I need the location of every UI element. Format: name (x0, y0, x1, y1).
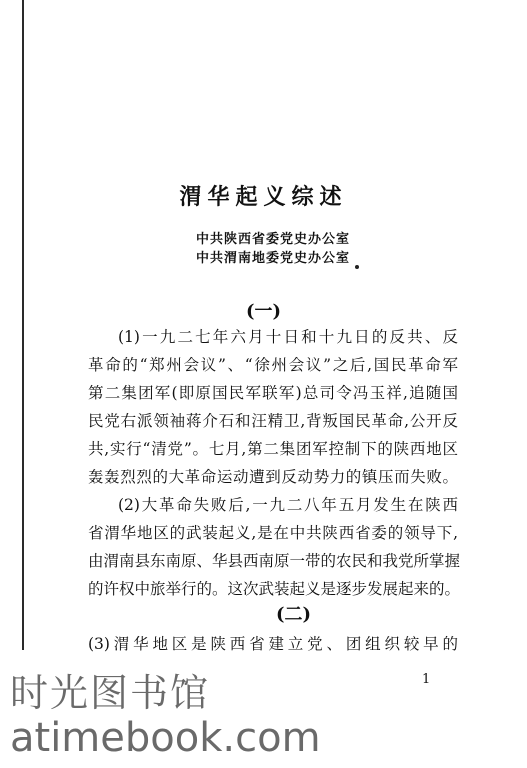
paragraph-1-line-3: 第二集团军(即原国民军联军)总司令冯玉祥,追随国 (88, 384, 458, 402)
paragraph-3-line-1: (3)渭华地区是陕西省建立党、团组织较早的 (88, 635, 458, 653)
paragraph-2-line-3: 由渭南县东南原、华县西南原一带的农民和我党所掌握 (88, 552, 461, 570)
paragraph-2-line-2: 省渭华地区的武装起义,是在中共陕西省委的领导下, (88, 524, 458, 542)
paragraph-2-line-4: 的许权中旅举行的。这次武装起义是逐步发展起来的。 (88, 580, 461, 598)
section-heading-2: (二) (275, 604, 312, 625)
paragraph-1-line-1: (1)一九二七年六月十日和十九日的反共、反 (118, 328, 458, 346)
ink-dot (355, 265, 359, 269)
section-heading-1: (一) (245, 301, 282, 322)
paragraph-1-line-6: 轰轰烈烈的大革命运动遭到反动势力的镇压而失败。 (88, 468, 458, 486)
article-title: 渭华起义综述 (179, 184, 348, 210)
watermark-site-name: 时光图书馆 (10, 671, 211, 715)
author-line-2: 中共渭南地委党史办公室 (196, 251, 351, 266)
page-number: 1 (422, 672, 431, 687)
watermark-site-url: atimebook.com (10, 715, 321, 761)
paragraph-1-line-5: 共,实行“清党”。七月,第二集团军控制下的陕西地区 (88, 440, 458, 458)
page-edge (22, 0, 24, 650)
paragraph-1-line-4: 民党右派领袖蒋介石和汪精卫,背叛国民革命,公开反 (88, 412, 458, 430)
author-line-1: 中共陕西省委党史办公室 (196, 232, 351, 247)
paragraph-2-line-1: (2)大革命失败后,一九二八年五月发生在陕西 (118, 496, 458, 514)
paragraph-1-line-2: 革命的“郑州会议”、“徐州会议”之后,国民革命军 (88, 356, 458, 374)
